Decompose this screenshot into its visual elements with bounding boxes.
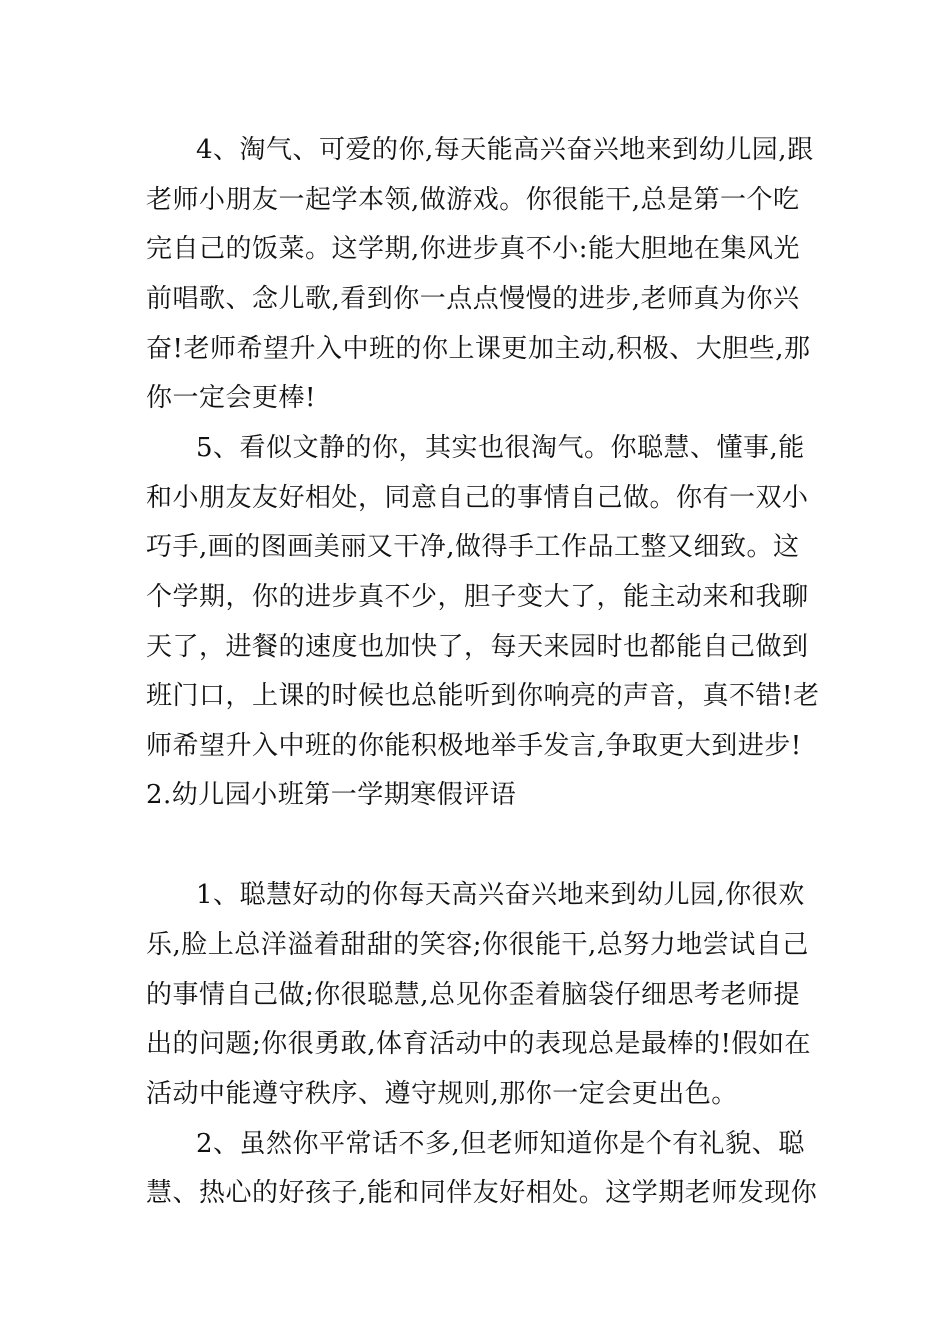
paragraph-1-line-1: 1、聪慧好动的你每天高兴奋兴地来到幼儿园,你很欢 — [196, 880, 805, 910]
paragraph-2-line-1: 2、虽然你平常话不多,但老师知道你是个有礼貌、聪 — [196, 1129, 805, 1159]
paragraph-5-line-2: 和小朋友友好相处，同意自己的事情自己做。你有一双小 — [146, 483, 809, 513]
paragraph-4-line-2: 老师小朋友一起学本领,做游戏。你很能干,总是第一个吃 — [146, 185, 800, 215]
paragraph-1-line-4: 出的问题;你很勇敢,体育活动中的表现总是最棒的!假如在 — [146, 1029, 811, 1059]
paragraph-1-line-3: 的事情自己做;你很聪慧,总见你歪着脑袋仔细思考老师提 — [146, 980, 801, 1010]
paragraph-4-line-4: 前唱歌、念儿歌,看到你一点点慢慢的进步,老师真为你兴 — [146, 284, 800, 314]
paragraph-4-line-5: 奋!老师希望升入中班的你上课更加主动,积极、大胆些,那 — [146, 334, 811, 364]
paragraph-4-line-3: 完自己的饭菜。这学期,你进步真不小:能大胆地在集风光 — [146, 234, 801, 264]
paragraph-4-line-6: 你一定会更棒! — [146, 383, 316, 413]
paragraph-5-line-6: 班门口，上课的时候也总能听到你响亮的声音，真不错!老 — [146, 681, 820, 711]
paragraph-5-line-7: 师希望升入中班的你能积极地举手发言,争取更大到进步! — [146, 731, 802, 761]
paragraph-4-line-1: 4、淘气、可爱的你,每天能高兴奋兴地来到幼儿园,跟 — [196, 135, 814, 165]
paragraph-5-line-4: 个学期，你的进步真不少，胆子变大了，能主动来和我聊 — [146, 582, 809, 612]
section-heading: 2.幼儿园小班第一学期寒假评语 — [146, 780, 517, 810]
paragraph-2-line-2: 慧、热心的好孩子,能和同伴友好相处。这学期老师发现你 — [146, 1178, 818, 1208]
paragraph-5-line-5: 天了，进餐的速度也加快了，每天来园时也都能自己做到 — [146, 632, 809, 662]
paragraph-5-line-1: 5、看似文静的你，其实也很淘气。你聪慧、懂事,能 — [196, 433, 805, 463]
paragraph-1-line-5: 活动中能遵守秩序、遵守规则,那你一定会更出色。 — [146, 1079, 738, 1109]
paragraph-5-line-3: 巧手,画的图画美丽又干净,做得手工作品工整又细致。这 — [146, 532, 800, 562]
paragraph-1-line-2: 乐,脸上总洋溢着甜甜的笑容;你很能干,总努力地尝试自己 — [146, 930, 809, 960]
